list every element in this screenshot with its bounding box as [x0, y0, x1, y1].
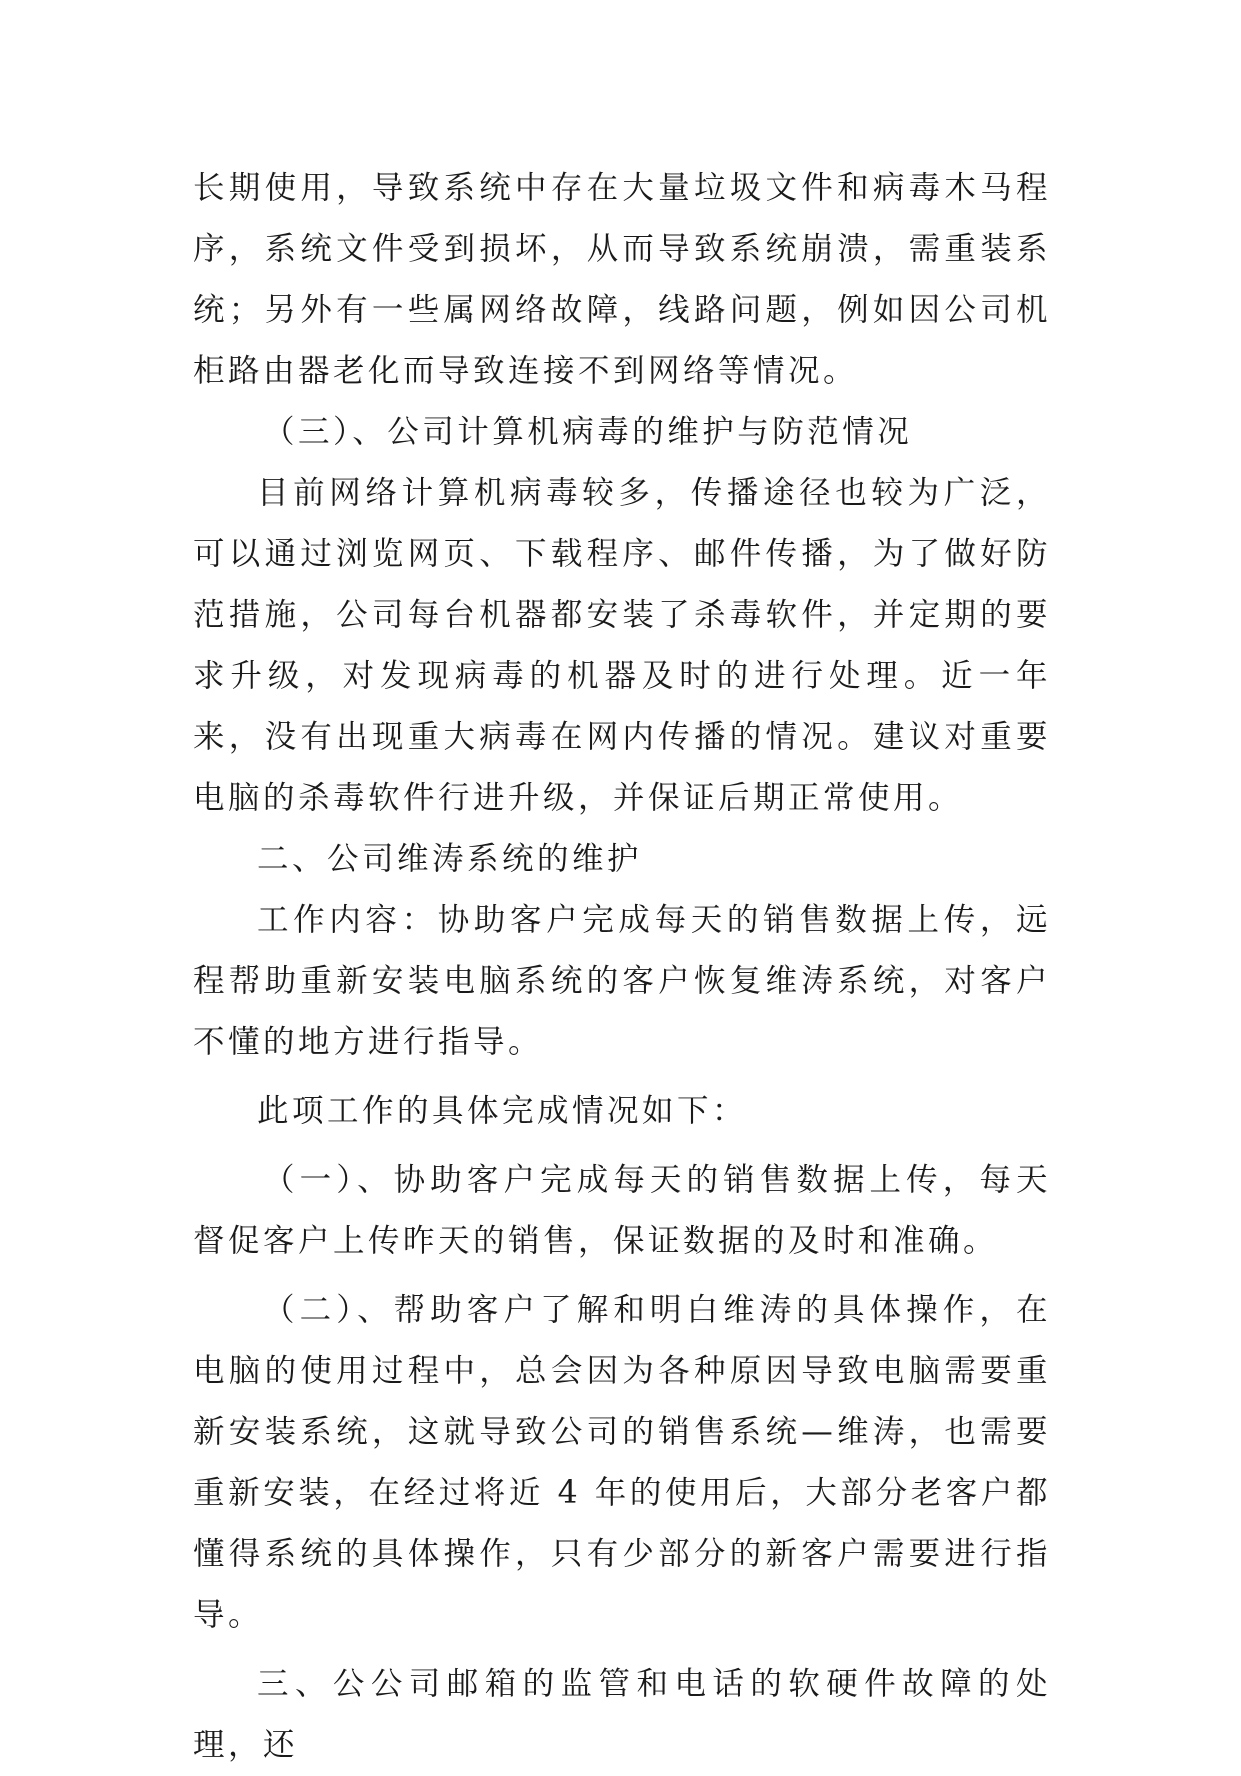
paragraph-spacer	[193, 1073, 1051, 1081]
heading-weitao-maintenance: 二、公司维涛系统的维护	[257, 841, 643, 877]
paragraph-virus-details: 目前网络计算机病毒较多，传播途径也较为广泛，可以通过浏览网页、下载程序、邮件传播，为了做好防范措施，公司每台机器都安装了杀毒软件，并定期的要求升级，对发现病毒的机器及时的进行处理。近一年来，没有出现重大病毒在网内传播的情况。建议对重要电脑的杀毒软件行进升级，并保证后期正常使用。	[193, 475, 1051, 816]
paragraph-continuation: 长期使用，导致系统中存在大量垃圾文件和病毒木马程序，系统文件受到损坏，从而导致系统崩溃，需重装系统；另外有一些属网络故障，线路问题，例如因公司机柜路由器老化而导致连接不到网络等情况。	[193, 170, 1051, 389]
paragraph-work-content: 工作内容：协助客户完成每天的销售数据上传，远程帮助重新安装电脑系统的客户恢复维涛系统，对客户不懂的地方进行指导。	[193, 902, 1051, 1060]
paragraph-spacer	[193, 1142, 1051, 1150]
list-item-upload-assist: （一）、协助客户完成每天的销售数据上传，每天督促客户上传昨天的销售，保证数据的及时和准确。	[193, 1162, 1051, 1259]
paragraph-spacer	[193, 1646, 1051, 1654]
list-item-operation-help: （二）、帮助客户了解和明白维涛的具体操作，在电脑的使用过程中，总会因为各种原因导致电脑需要重新安装系统，这就导致公司的销售系统—维涛，也需要重新安装，在经过将近 4 年的使用后，大部分老客户都懂得系统的具体操作，只有少部分的新客户需要进行指导。	[193, 1292, 1051, 1633]
subheading-virus-protection: （三）、公司计算机病毒的维护与防范情况	[263, 414, 913, 450]
paragraph-spacer	[193, 1272, 1051, 1280]
document-body	[193, 158, 1051, 1776]
heading-mailbox-phone: 三、公公司邮箱的监管和电话的软硬件故障的处理，还	[193, 1666, 1051, 1763]
paragraph-completion-intro: 此项工作的具体完成情况如下：	[257, 1093, 748, 1129]
